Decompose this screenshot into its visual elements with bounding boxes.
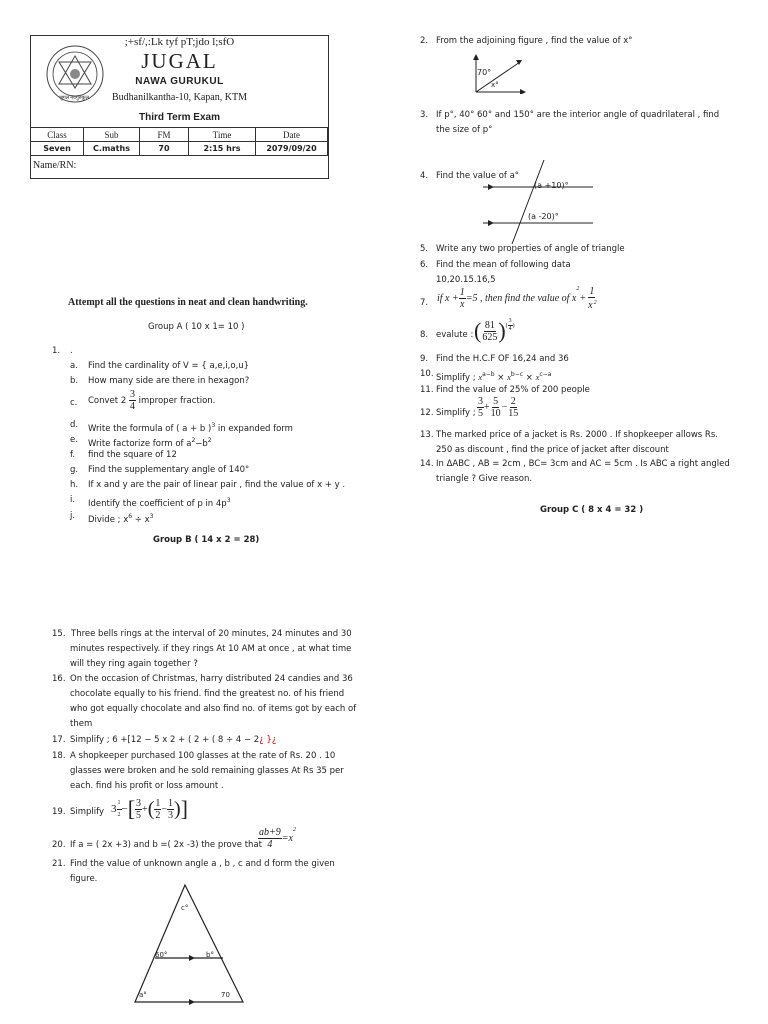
school-name-nepali: ;+sf/,:Lk tyf pT;jdo l;sfO <box>124 36 235 48</box>
q14-line1: In ΔABC , AB = 2cm , BC= 3cm and AC = 5cm . Is ABC a right angled <box>436 459 730 469</box>
q4-text: Find the value of a° <box>436 171 520 181</box>
q1j-sup2: 3 <box>149 513 154 520</box>
q8-expression: ( $\frac{81}{625}$ ) ( $\frac{3}{4}$ ) <box>474 318 515 343</box>
q10-exp1: a−b <box>482 371 495 378</box>
fig21-label-b: b° <box>206 951 214 959</box>
q12-number: 12. <box>420 408 434 418</box>
date-value: 2079/09/20 <box>256 142 328 156</box>
col-time-header: Time <box>189 128 256 142</box>
q7-b: =5 , then find the value of x <box>465 293 577 305</box>
q5-text: Write any two properties of angle of triangle <box>436 244 625 254</box>
q7-frac2 <box>586 286 597 311</box>
q4-parallel-lines-figure <box>478 158 618 248</box>
col-sub-header: Sub <box>84 128 140 142</box>
subject-value: C.maths <box>84 142 140 156</box>
q12-f1-den: 5 <box>478 408 483 419</box>
q12-label: Simplify ; <box>436 408 476 418</box>
q7-frac2-den <box>586 298 597 311</box>
q19-whole: 3 <box>111 803 117 815</box>
q16-number: 16. <box>52 674 66 684</box>
q1d-a: Write the formula of ( a + b ) <box>88 423 212 434</box>
q20-num: ab+9 <box>259 827 281 838</box>
q20-rhs: =x <box>281 833 293 844</box>
col-class-header: Class <box>31 128 84 142</box>
q1b-label: b. <box>70 376 79 386</box>
q16-line2: chocolate equally to his friend. find the greatest no. of his friend <box>70 689 345 699</box>
q19-fa-den: 5 <box>136 809 142 821</box>
q12-f1-num: 3 <box>478 396 483 407</box>
q1c-fraction <box>129 389 136 412</box>
q10-number: 10. <box>420 369 434 379</box>
q1f-label: f. <box>70 450 76 460</box>
q20-frac <box>258 827 282 850</box>
q17-tail: ¿ }¿ <box>259 735 277 745</box>
q4-number: 4. <box>420 171 429 181</box>
q17-number: 17. <box>52 735 66 745</box>
q4-label-a-plus-10: (a +10)° <box>534 181 569 190</box>
q8-exp-num: 3 <box>508 318 512 324</box>
q3-line1: If p°, 40° 60° and 150° are the interior angle of quadrilateral , find <box>436 110 720 120</box>
q13-line2: 250 as discount , find the price of jacket after discount <box>436 445 669 455</box>
q7-frac2-num: 1 <box>589 286 595 297</box>
q19-frac-a <box>135 798 142 821</box>
q1i-label: i. <box>70 495 76 505</box>
q1c-text-b: improper fraction. <box>138 396 216 406</box>
q2-fig-x-label: x° <box>491 81 499 89</box>
exam-title: Third Term Exam <box>139 112 220 123</box>
q3-number: 3. <box>420 110 429 120</box>
name-roll-label: Name/RN: <box>33 160 77 171</box>
q15-number: 15. <box>52 629 66 639</box>
q7-frac1 <box>459 287 466 310</box>
q12-frac1 <box>477 396 484 419</box>
q14-number: 14. <box>420 459 434 469</box>
q1f-text: find the square of 12 <box>88 450 177 460</box>
q16-line4: them <box>70 719 93 729</box>
q18-line2: glasses were broken and he sold remaining glasses At Rs 35 per <box>70 766 344 776</box>
q10-text: Simplify ; $x^{a-b} \times x^{b-c} \times x^{c-a}$ <box>436 371 552 383</box>
q17-text <box>70 733 276 748</box>
full-marks-value: 70 <box>140 142 189 156</box>
group-c-title: Group C ( 8 x 4 = 32 ) <box>540 505 644 515</box>
col-fm-header: FM <box>140 128 189 142</box>
q19-fb-den: 2 <box>155 809 161 821</box>
q1e-b: −b <box>195 438 208 449</box>
group-a-title: Group A ( 10 x 1= 10 ) <box>148 322 245 332</box>
q21-line2: figure. <box>70 874 98 884</box>
q19-fa-num: 3 <box>136 797 142 809</box>
q1h-text: If x and y are the pair of linear pair , find the value of x + y . <box>88 480 346 490</box>
q6-line2: 10,20.15.16,5 <box>436 275 496 285</box>
q19-frac-b <box>154 798 161 821</box>
q7-number: 7. <box>420 298 429 308</box>
q17-expr: Simplify ; 6 +[12 − 5 x 2 + ( 2 + ( 8 ÷ 4 − 2 <box>70 735 260 745</box>
q9-text: Find the H.C.F OF 16,24 and 36 <box>436 354 569 364</box>
q1j-sup1: 6 <box>128 513 133 520</box>
q1d-label: d. <box>70 420 79 430</box>
q1e-sup1: 2 <box>191 437 196 444</box>
fig21-label-a: a° <box>139 991 147 999</box>
q18-number: 18. <box>52 751 66 761</box>
q2-number: 2. <box>420 36 429 46</box>
q8-base <box>481 320 498 343</box>
q13-line1: The marked price of a jacket is Rs. 2000 . If shopkeeper allows Rs. <box>436 430 718 440</box>
q1c-num: 3 <box>129 389 135 400</box>
q1g-text: Find the supplementary angle of 140° <box>88 465 250 475</box>
q1g-label: g. <box>70 465 79 475</box>
fig21-label-70: 70 <box>221 991 230 999</box>
q2-fig-70-label: 70° <box>477 68 492 77</box>
q18-line1: A shopkeeper purchased 100 glasses at the rate of Rs. 20 . 10 <box>70 751 336 761</box>
fig21-label-c: c° <box>181 904 189 912</box>
school-name-english: NAWA GURUKUL <box>135 76 224 87</box>
col-date-header: Date <box>256 128 328 142</box>
q12-expression: $\frac{3}{5}$ + $\frac{5}{10}$ − $\frac{2}{15}$ <box>478 396 519 419</box>
q19-mixed-den: 2 <box>117 811 121 818</box>
q19-expression: 3 $\frac{1}{2}$ − [ $\frac{3}{5}$ + ( $\frac{1}{2}$ − $\frac{1}{3}$ ) ] <box>111 796 188 821</box>
q19-frac-c <box>167 798 174 821</box>
q1c-text <box>88 389 215 412</box>
q11-number: 11. <box>420 385 434 395</box>
q21-number: 21. <box>52 859 66 869</box>
q1c-den: 4 <box>129 401 135 412</box>
time-value: 2:15 hrs <box>189 142 256 156</box>
q1j-text <box>88 509 153 528</box>
q15-line3: will they ring again together ? <box>70 659 198 669</box>
q11-text: Find the value of 25% of 200 people <box>436 385 590 395</box>
q1-number: 1. <box>52 346 61 356</box>
exam-info-table <box>30 127 328 156</box>
q16-line1: On the occasion of Christmas, harry distributed 24 candies and 36 <box>70 674 353 684</box>
q4-label-a-minus-20: (a -20)° <box>528 212 559 221</box>
q1d-b: in expanded form <box>215 423 293 434</box>
q19-mixed-num: 1 <box>117 798 122 810</box>
q1c-text-a: Convet 2 <box>88 396 127 406</box>
school-address: Budhanilkantha-10, Kapan, KTM <box>112 92 247 103</box>
q1e-label: e. <box>70 435 78 445</box>
q8-exponent <box>508 318 513 333</box>
q1i-a: Identify the coefficient of p in 4p <box>88 498 227 509</box>
q10-exp3: c−a <box>539 371 552 378</box>
q12-frac3 <box>507 396 519 419</box>
q20-formula <box>258 827 296 850</box>
q15-line1: Three bells rings at the interval of 20 minutes, 24 minutes and 30 <box>71 629 352 639</box>
q20-text: If a = ( 2x +3) and b =( 2x -3) the prove that <box>70 840 262 850</box>
q19-fb-num: 1 <box>155 797 161 809</box>
q12-f3-num: 2 <box>510 396 516 407</box>
q6-number: 6. <box>420 260 429 270</box>
q1i-sup: 3 <box>226 497 231 504</box>
q18-line3: each. find his profit or loss amount . <box>70 781 224 791</box>
q7-frac2-sup: 2 <box>593 300 597 306</box>
q1h-label: h. <box>70 480 79 490</box>
q19-label: Simplify <box>70 807 105 817</box>
q12-f3-den: 15 <box>508 408 519 419</box>
q1-dot: . <box>70 346 73 356</box>
q19-number: 19. <box>52 807 66 817</box>
q7-a: if x + <box>437 293 459 305</box>
q16-line3: who got equally chocolate and also find no. of items got by each of <box>70 704 357 714</box>
q7-plus: + <box>579 293 587 305</box>
q10-label: Simplify ; <box>436 372 476 383</box>
logo-caption: जुगल नवगुरुकुल <box>59 96 89 101</box>
q14-line2: triangle ? Give reason. <box>436 474 533 484</box>
class-value: Seven <box>31 142 84 156</box>
q20-sup: 2 <box>292 827 296 833</box>
q7-frac2-den-x: x <box>588 300 593 312</box>
q7-sup: 2 <box>576 286 580 292</box>
q15-line2: minutes respectively. if they rings At 10 AM at once , at what time <box>70 644 352 654</box>
q1e-sup2: 2 <box>207 437 212 444</box>
q19-fc-num: 1 <box>168 797 173 809</box>
q9-number: 9. <box>420 354 429 364</box>
q8-number: 8. <box>420 330 429 340</box>
q2-text: From the adjoining figure , find the value of x° <box>436 36 633 46</box>
q8-text: evalute : <box>436 330 474 340</box>
q1a-text: Find the cardinality of V = { a,e,i,o,u} <box>88 361 250 371</box>
q13-number: 13. <box>420 430 434 440</box>
q12-frac2 <box>490 396 502 419</box>
exam-header <box>30 35 329 179</box>
q6-line1: Find the mean of following data <box>436 260 571 270</box>
q12-f2-num: 5 <box>493 396 499 407</box>
q21-line1: Find the value of unknown angle a , b , c and d form the given <box>70 859 335 869</box>
fig21-label-60: 60° <box>155 951 168 959</box>
q7-frac1-num: 1 <box>459 287 465 299</box>
q1j-label: j. <box>70 511 76 521</box>
q8-exp-den: 4 <box>508 326 512 332</box>
q3-line2: the size of p° <box>436 125 493 135</box>
q1a-label: a. <box>70 361 78 371</box>
q20-number: 20. <box>52 840 66 850</box>
q1e-a: Write factorize form of a <box>88 438 192 449</box>
q12-f2-den: 10 <box>490 408 501 419</box>
q19-fc-den: 3 <box>168 809 173 821</box>
q1b-text: How many side are there in hexagon? <box>88 376 250 386</box>
q20-den: 4 <box>267 839 273 850</box>
q8-base-num: 81 <box>484 319 495 331</box>
group-b-title: Group B ( 14 x 2 = 28) <box>153 535 260 545</box>
q7-frac1-den: x <box>460 299 465 311</box>
q1j-a: Divide ; x <box>88 514 129 525</box>
q8-base-den: 625 <box>482 331 498 343</box>
q7-expression <box>437 286 598 311</box>
q1d-sup: 3 <box>211 422 216 429</box>
q1c-label: c. <box>70 398 78 408</box>
q5-number: 5. <box>420 244 429 254</box>
instructions: Attempt all the questions in neat and clean handwriting. <box>68 297 308 308</box>
q10-exp2: b−c <box>510 371 524 378</box>
q1j-b: ÷ x <box>132 514 150 525</box>
school-name: JUGAL <box>141 49 218 73</box>
